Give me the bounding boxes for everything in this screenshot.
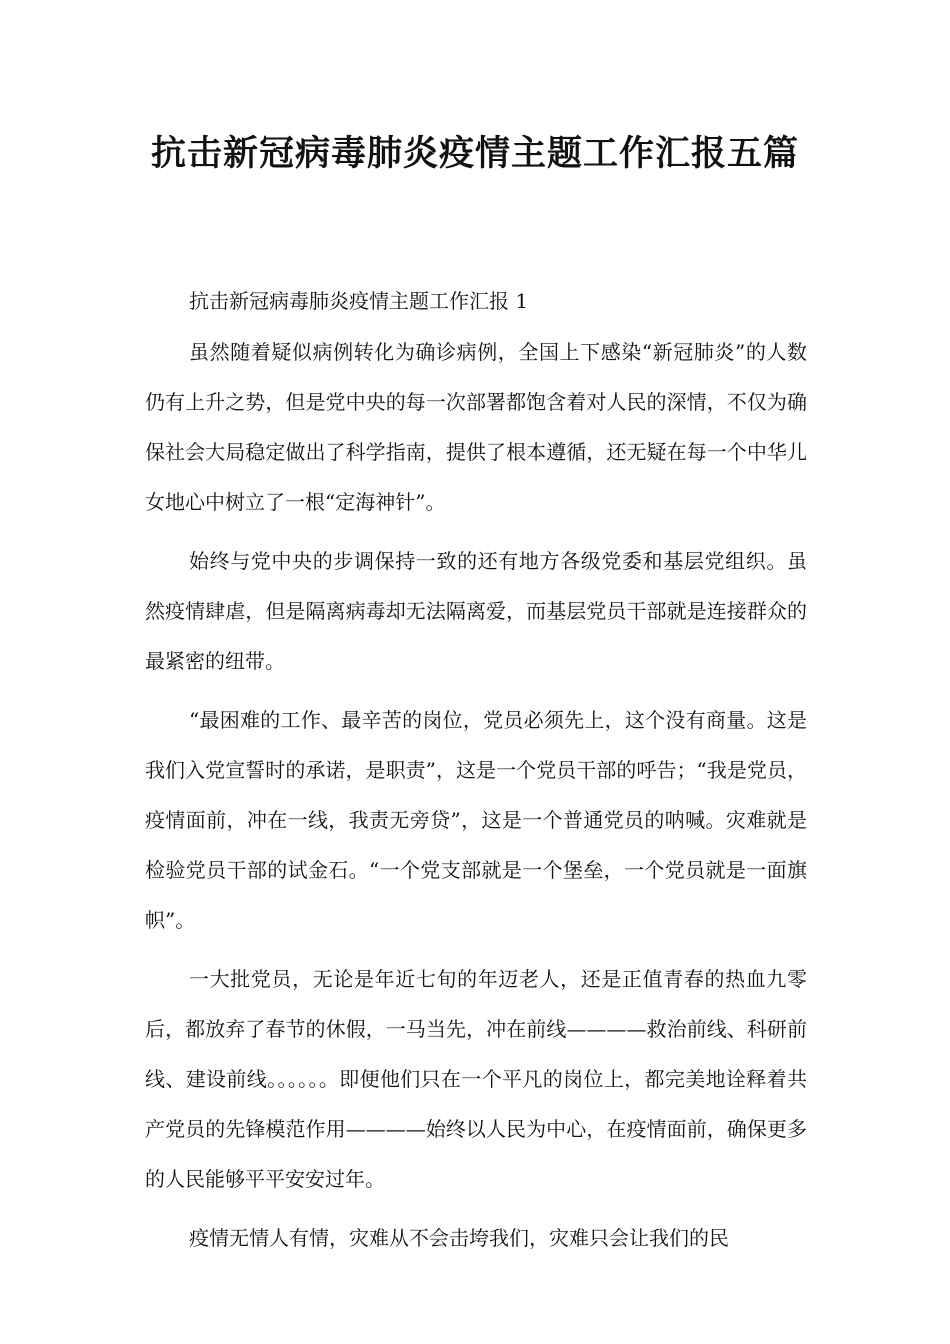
document-title: 抗击新冠病毒肺炎疫情主题工作汇报五篇	[150, 134, 799, 174]
paragraph-4: 一大批党员，无论是年近七旬的年迈老人，还是正值青春的热血九零后，都放弃了春节的休假，一马当先，冲在前线————救治前线、科研前线、建设前线。。。。。。即便他们只在一个平凡的岗位上，都完美地诠释着共产党员的先锋模范作用————始终以人民为中心，在疫情面前，确保更多的人民能够平平安安过年。	[145, 967, 807, 1191]
document-body	[145, 281, 807, 1272]
paragraph-1: 虽然随着疑似病例转化为确诊病例，全国上下感染“新冠肺炎”的人数仍有上升之势，但是党中央的每一次部署都饱含着对人民的深情，不仅为确保社会大局稳定做出了科学指南，提供了根本遵循，还无疑在每一个中华儿女地心中树立了一根“定海神针”。	[145, 340, 807, 514]
paragraph-2: 始终与党中央的步调保持一致的还有地方各级党委和基层党组织。虽然疫情肆虐，但是隔离病毒却无法隔离爱，而基层党员干部就是连接群众的最紧密的纽带。	[145, 549, 807, 673]
section-heading: 抗击新冠病毒肺炎疫情主题工作汇报 1	[189, 289, 529, 313]
paragraph-3: “最困难的工作、最辛苦的岗位，党员必须先上，这个没有商量。这是我们入党宣誓时的承诺，是职责”，这是一个党员干部的呼告；“我是党员，疫情面前，冲在一线，我责无旁贷”，这是一个普通党员的呐喊。灾难就是检验党员干部的试金石。“一个党支部就是一个堡垒，一个党员就是一面旗帜”。	[145, 708, 807, 932]
paragraph-5: 疫情无情人有情，灾难从不会击垮我们，灾难只会让我们的民	[189, 1226, 729, 1250]
